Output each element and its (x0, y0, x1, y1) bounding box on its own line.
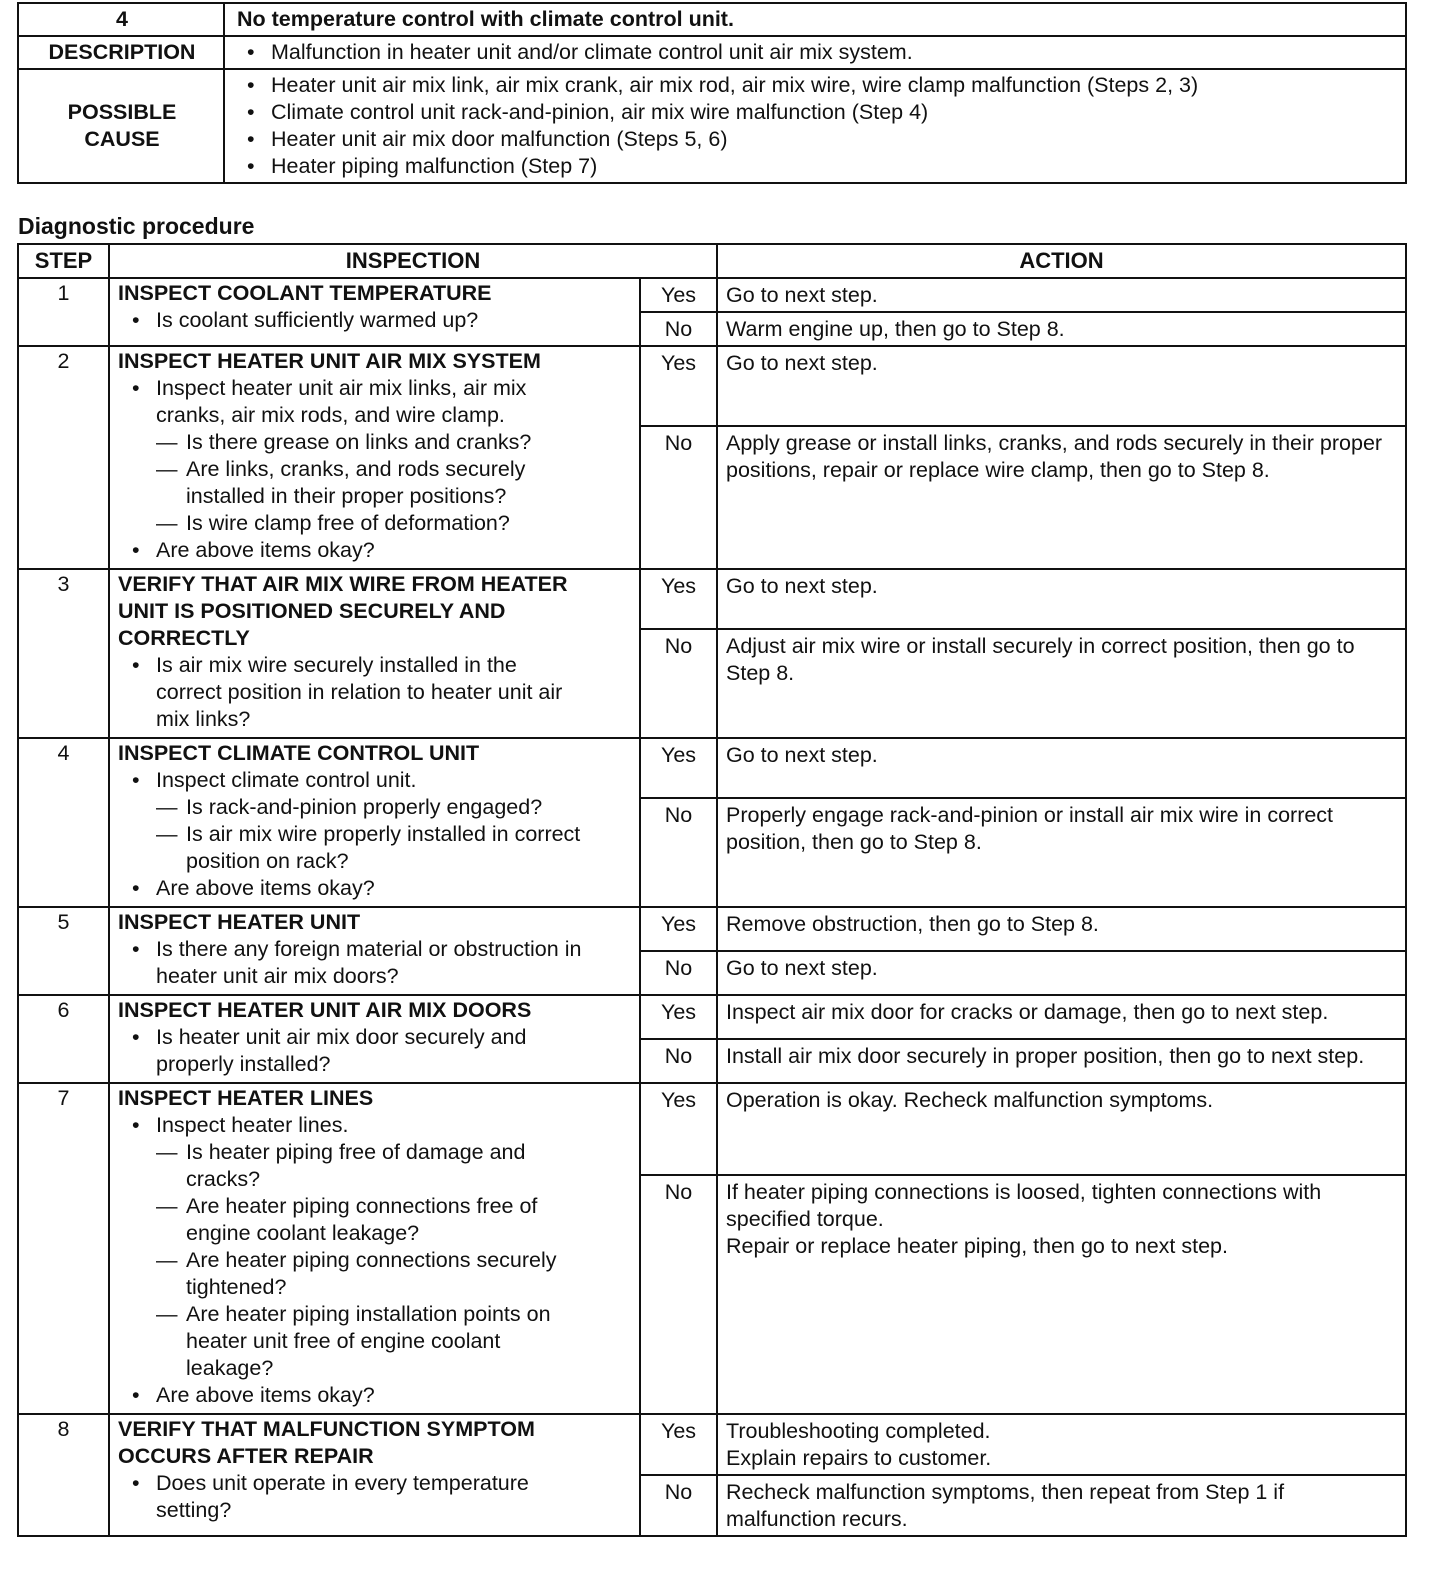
no-action (717, 951, 1406, 995)
possible-cause-list (224, 69, 1406, 183)
step-number (18, 738, 109, 907)
step-row-yes (18, 346, 1406, 426)
col-step-header: STEP (18, 244, 109, 278)
step-row-yes (18, 995, 1406, 1039)
inspection-item: — Is heater piping free of damage and (118, 1139, 633, 1166)
no-label-text: No (664, 1044, 693, 1068)
cause-item: • Heater unit air mix door malfunction (Steps 5, 6) (237, 126, 1395, 153)
inspection-item: • Does unit operate in every temperature (118, 1470, 633, 1497)
no-action (717, 798, 1406, 907)
no-label (640, 1475, 717, 1536)
symptom-row (18, 3, 1406, 36)
yes-label-text: Yes (660, 1419, 697, 1443)
step-heading: INSPECT HEATER LINES (118, 1086, 374, 1110)
step-inspection (109, 278, 640, 346)
no-label-text: No (664, 956, 693, 980)
inspection-item: heater unit free of engine coolant (186, 1329, 501, 1353)
inspection-item: leakage? (186, 1356, 274, 1380)
no-action (717, 426, 1406, 569)
inspection-item: engine coolant leakage? (186, 1221, 420, 1245)
description-label-text: DESCRIPTION (48, 40, 196, 64)
inspection-item: • Are above items okay? (118, 1382, 633, 1409)
no-label-text: No (664, 317, 693, 341)
col-action-header: ACTION (717, 244, 1406, 278)
yes-label-text: Yes (660, 912, 697, 936)
no-label (640, 1175, 717, 1414)
yes-label (640, 995, 717, 1039)
action-text: Explain repairs to customer. (726, 1446, 992, 1470)
inspection-item: • Inspect heater unit air mix links, air mix (118, 375, 633, 402)
step-number (18, 278, 109, 346)
inspection-item: cracks? (186, 1167, 261, 1191)
symptom-table (17, 2, 1407, 184)
step-row-yes (18, 278, 1406, 312)
inspection-item: • Inspect climate control unit. (118, 767, 633, 794)
action-text: Go to next step. (726, 574, 878, 598)
step-row-yes (18, 907, 1406, 951)
inspection-item: tightened? (186, 1275, 287, 1299)
step-number-text: 5 (57, 910, 70, 934)
step-heading: UNIT IS POSITIONED SECURELY AND (118, 599, 506, 623)
yes-label-text: Yes (660, 1088, 697, 1112)
no-label (640, 629, 717, 738)
diagnostic-body (18, 278, 1406, 1536)
yes-label-text: Yes (660, 743, 697, 767)
step-number-text: 3 (57, 572, 70, 596)
yes-label (640, 907, 717, 951)
action-text: Install air mix door securely in proper position, then go to next step. (726, 1044, 1365, 1068)
possible-cause-label-line: POSSIBLE (67, 100, 177, 124)
inspection-item: • Are above items okay? (118, 875, 633, 902)
no-label-text: No (664, 1480, 693, 1504)
yes-label-text: Yes (660, 351, 697, 375)
description-label (18, 36, 224, 69)
inspection-item: • Is coolant sufficiently warmed up? (118, 307, 633, 334)
possible-cause-label (18, 69, 224, 183)
step-inspection (109, 738, 640, 907)
action-text: Inspect air mix door for cracks or damage, then go to next step. (726, 1000, 1329, 1024)
no-action (717, 629, 1406, 738)
possible-cause-row (18, 69, 1406, 183)
action-text: Go to next step. (726, 743, 878, 767)
action-text: Go to next step. (726, 956, 878, 980)
no-label-text: No (664, 634, 693, 659)
step-number-text: 8 (57, 1417, 70, 1441)
inspection-item: heater unit air mix doors? (156, 964, 399, 988)
step-heading: INSPECT COOLANT TEMPERATURE (118, 281, 492, 305)
step-inspection (109, 1083, 640, 1414)
no-label (640, 1039, 717, 1083)
no-label-text: No (664, 803, 693, 828)
no-action (717, 1039, 1406, 1083)
inspection-item: • Is air mix wire securely installed in the (118, 652, 633, 679)
cause-item: • Heater unit air mix link, air mix crank, air mix rod, air mix wire, wire clamp malfunction (Steps 2, 3) (237, 72, 1395, 99)
description-cell (224, 36, 1406, 69)
diagnostic-table (17, 243, 1407, 1537)
action-text: Troubleshooting completed. (726, 1419, 991, 1443)
yes-action (717, 907, 1406, 951)
inspection-item: • Is heater unit air mix door securely and (118, 1024, 633, 1051)
step-inspection (109, 1414, 640, 1536)
step-number-text: 2 (57, 349, 70, 373)
yes-label-text: Yes (660, 574, 697, 598)
inspection-item: • Inspect heater lines. (118, 1112, 633, 1139)
step-row-yes (18, 1414, 1406, 1475)
action-text: If heater piping connections is loosed, tighten connections with specified torque. (726, 1180, 1322, 1232)
no-label-text: No (664, 430, 693, 455)
step-inspection (109, 907, 640, 995)
yes-action (717, 1414, 1406, 1475)
step-heading: INSPECT HEATER UNIT (118, 910, 361, 934)
yes-label-text: Yes (660, 283, 697, 307)
description-row (18, 36, 1406, 69)
step-row-yes (18, 1083, 1406, 1175)
inspection-item: installed in their proper positions? (186, 484, 507, 508)
yes-action (717, 738, 1406, 798)
step-number (18, 1414, 109, 1536)
no-label-text: No (664, 1180, 693, 1205)
action-text: Go to next step. (726, 351, 878, 375)
no-action (717, 1475, 1406, 1536)
inspection-item: — Is wire clamp free of deformation? (118, 510, 633, 537)
action-text: Properly engage rack-and-pinion or install air mix wire in correct position, then go to Step 8. (726, 803, 1334, 855)
step-number-text: 7 (57, 1086, 70, 1110)
inspection-item: — Is there grease on links and cranks? (118, 429, 633, 456)
step-heading: INSPECT HEATER UNIT AIR MIX SYSTEM (118, 349, 541, 373)
cause-item: • Heater piping malfunction (Step 7) (237, 153, 1395, 180)
inspection-item: • Are above items okay? (118, 537, 633, 564)
no-label (640, 426, 717, 569)
yes-label-text: Yes (660, 1000, 697, 1024)
inspection-item: mix links? (156, 707, 251, 731)
step-number-text: 1 (57, 281, 70, 305)
step-row-yes (18, 738, 1406, 798)
inspection-item: setting? (156, 1498, 232, 1522)
yes-label (640, 346, 717, 426)
action-text: Repair or replace heater piping, then go to next step. (726, 1234, 1228, 1259)
yes-action (717, 995, 1406, 1039)
inspection-item: • Is there any foreign material or obstruction in (118, 936, 633, 963)
step-inspection (109, 995, 640, 1083)
action-text: Operation is okay. Recheck malfunction symptoms. (726, 1088, 1214, 1112)
no-action (717, 1175, 1406, 1414)
yes-label (640, 1083, 717, 1175)
cause-item: • Climate control unit rack-and-pinion, air mix wire malfunction (Step 4) (237, 99, 1395, 126)
inspection-item: — Is rack-and-pinion properly engaged? (118, 794, 633, 821)
step-heading: INSPECT CLIMATE CONTROL UNIT (118, 741, 480, 765)
action-text: Apply grease or install links, cranks, and rods securely in their proper positions, repair or replace wire clamp, then go to Step 8. (726, 430, 1383, 482)
step-heading: VERIFY THAT MALFUNCTION SYMPTOM (118, 1417, 535, 1441)
step-inspection (109, 346, 640, 569)
diagnostic-header-row (18, 244, 1406, 278)
inspection-item: — Are heater piping connections free of (118, 1193, 633, 1220)
inspection-item: — Are links, cranks, and rods securely (118, 456, 633, 483)
step-inspection (109, 569, 640, 738)
symptom-title-cell (224, 3, 1406, 36)
no-label (640, 312, 717, 346)
step-heading: INSPECT HEATER UNIT AIR MIX DOORS (118, 998, 532, 1022)
inspection-item: cranks, air mix rods, and wire clamp. (156, 403, 505, 427)
step-row-yes (18, 569, 1406, 629)
step-number (18, 1083, 109, 1414)
no-label (640, 951, 717, 995)
step-number (18, 907, 109, 995)
yes-label (640, 278, 717, 312)
step-number-text: 6 (57, 998, 70, 1022)
inspection-item: position on rack? (186, 849, 349, 873)
no-label (640, 798, 717, 907)
yes-action (717, 346, 1406, 426)
step-number-text: 4 (57, 741, 70, 765)
step-heading: CORRECTLY (118, 626, 250, 650)
action-text: Recheck malfunction symptoms, then repeat from Step 1 if malfunction recurs. (726, 1480, 1285, 1531)
action-text: Warm engine up, then go to Step 8. (726, 317, 1065, 341)
yes-action (717, 1083, 1406, 1175)
step-number (18, 995, 109, 1083)
possible-cause-label-line: CAUSE (84, 127, 160, 151)
no-action (717, 312, 1406, 346)
inspection-item: — Are heater piping installation points on (118, 1301, 633, 1328)
yes-label (640, 569, 717, 629)
step-number (18, 569, 109, 738)
yes-label (640, 738, 717, 798)
inspection-item: — Are heater piping connections securely (118, 1247, 633, 1274)
symptom-number-text: 4 (116, 7, 128, 31)
symptom-number (18, 3, 224, 36)
section-title: Diagnostic procedure (18, 213, 255, 239)
col-inspection-header: INSPECTION (109, 244, 717, 278)
description-text: • Malfunction in heater unit and/or climate control unit air mix system. (237, 39, 1395, 66)
yes-action (717, 278, 1406, 312)
action-text: Remove obstruction, then go to Step 8. (726, 912, 1099, 936)
inspection-item: — Is air mix wire properly installed in correct (118, 821, 633, 848)
step-heading: VERIFY THAT AIR MIX WIRE FROM HEATER (118, 572, 568, 596)
yes-action (717, 569, 1406, 629)
action-text: Adjust air mix wire or install securely in correct position, then go to Step 8. (726, 634, 1355, 686)
inspection-item: properly installed? (156, 1052, 331, 1076)
action-text: Go to next step. (726, 283, 878, 307)
step-heading: OCCURS AFTER REPAIR (118, 1444, 374, 1468)
inspection-item: correct position in relation to heater unit air (156, 680, 563, 704)
symptom-title: No temperature control with climate control unit. (237, 7, 734, 31)
step-number (18, 346, 109, 569)
yes-label (640, 1414, 717, 1475)
